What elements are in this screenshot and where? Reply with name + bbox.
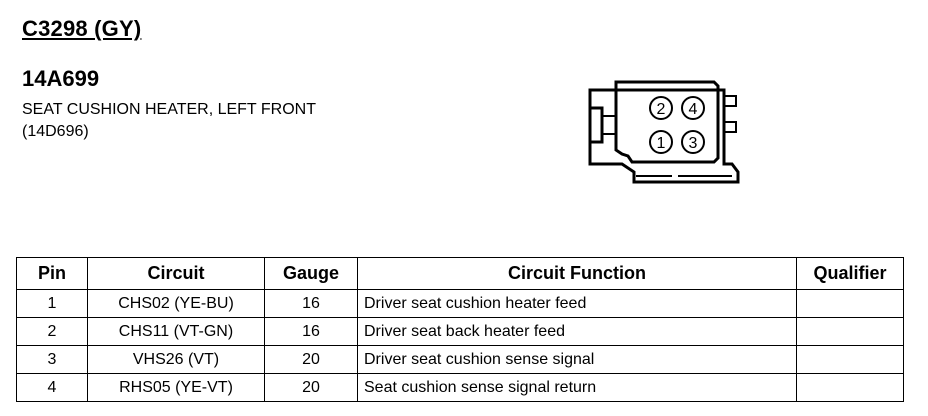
- cell-pin: 4: [17, 374, 88, 402]
- pinout-table: [16, 257, 904, 402]
- pin-cavity-3: [682, 131, 704, 153]
- column-header-circuit: Circuit: [88, 258, 265, 290]
- connector-tab: [724, 96, 736, 106]
- cell-gauge: 20: [265, 374, 358, 402]
- cell-qualifier: [797, 318, 904, 346]
- cell-gauge: 16: [265, 318, 358, 346]
- cell-qualifier: [797, 290, 904, 318]
- cell-function: Driver seat cushion sense signal: [358, 346, 797, 374]
- cell-gauge: 16: [265, 290, 358, 318]
- part-description-block: [22, 99, 316, 143]
- table-row: [17, 290, 904, 318]
- cell-pin: 1: [17, 290, 88, 318]
- pin-label: 2: [656, 101, 666, 118]
- connector-face-diagram: [576, 76, 748, 188]
- column-header-pin: Pin: [17, 258, 88, 290]
- pin-label: 3: [688, 135, 698, 152]
- cell-circuit: CHS02 (YE-BU): [88, 290, 265, 318]
- column-header-qualifier: Qualifier: [797, 258, 904, 290]
- cell-circuit: VHS26 (VT): [88, 346, 265, 374]
- connector-latch: [590, 108, 602, 142]
- cell-gauge: 20: [265, 346, 358, 374]
- connector-tab: [724, 122, 736, 132]
- pin-label: 1: [656, 135, 666, 152]
- column-header-gauge: Gauge: [265, 258, 358, 290]
- cell-function: Driver seat cushion heater feed: [358, 290, 797, 318]
- cell-function: Seat cushion sense signal return: [358, 374, 797, 402]
- table-row: [17, 318, 904, 346]
- cell-circuit: CHS11 (VT-GN): [88, 318, 265, 346]
- cell-qualifier: [797, 374, 904, 402]
- table-header-row: [17, 258, 904, 290]
- pin-cavity-2: [650, 97, 672, 119]
- column-header-function: Circuit Function: [358, 258, 797, 290]
- cell-pin: 3: [17, 346, 88, 374]
- cell-pin: 2: [17, 318, 88, 346]
- pin-cavity-4: [682, 97, 704, 119]
- pin-label: 4: [688, 101, 698, 118]
- table-row: [17, 374, 904, 402]
- pin-cavity-1: [650, 131, 672, 153]
- connector-id-title: C3298 (GY): [22, 16, 142, 41]
- table-row: [17, 346, 904, 374]
- part-sub-number: (14D696): [22, 123, 89, 140]
- cell-qualifier: [797, 346, 904, 374]
- cell-function: Driver seat back heater feed: [358, 318, 797, 346]
- part-description: SEAT CUSHION HEATER, LEFT FRONT: [22, 101, 316, 118]
- cell-circuit: RHS05 (YE-VT): [88, 374, 265, 402]
- part-number: 14A699: [22, 66, 100, 91]
